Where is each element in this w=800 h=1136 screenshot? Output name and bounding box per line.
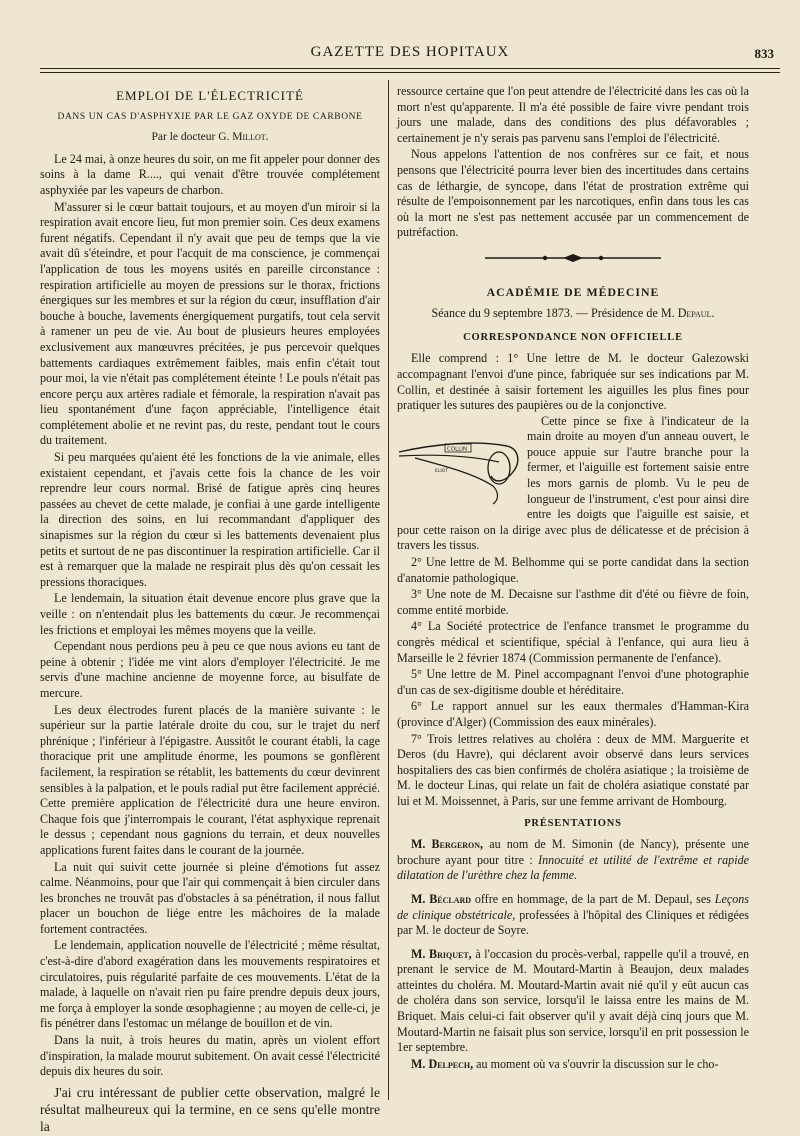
header-rule-bottom (40, 72, 780, 73)
correspondence-item: Cette pince se fixe à l'indicateur de la main droite au moyen d'un anneau ouvert, le pouce appuie sur l'autre branche pour la fermer, et l'aiguille est fortement saisie entre les mors garnis de plomb. Vu le peu de longueur de l'instrument, c'est pour ainsi dire entre les doigts que l'aiguille est saisie, et pour cette raison on la dirige avec plus de délicatesse et de précision à travers les tissus. (397, 413, 749, 553)
correspondence-item: 2° Une lettre de M. Belhomme qui se porte candidat dans la section d'anatomie pathologique. (397, 555, 749, 585)
presenter-name: M. Bergeron, (411, 837, 484, 852)
academy-title: ACADÉMIE DE MÉDECINE (486, 284, 660, 299)
presenter-name: M. Béclard (411, 891, 472, 906)
continuation-paragraph: Nous appelons l'attention de nos confrères sur ce fait, et nous pensons que l'électricité pourra lever bien des incertitudes dans certains cas de léthargie, de syncope, dans l'état de prostration extrême qui résulte de l'empoisonnement par les narcotiques, enfin dans tous les cas où la mort ne s'est pas nettement accusée par un commencement de putréfaction. (397, 147, 749, 240)
presenter-name: M. Delpech, (411, 1056, 474, 1071)
presentation-item (397, 947, 749, 1056)
presentation-text: à l'occasion du procès-verbal, rappelle qu'il a trouvé, en prenant le service de M. Moutard-Martin à Beaujon, deux malades atteintes du choléra. M. Moutard-Martin avait nié qu'il y eût aucun cas de choléra dans son service, lorsqu'il le laissa entre les mains de M. Briquet. Mais celui-ci fait observer qu'il y avait déjà cinq jours que M. Moutard-Martin ne faisait plus son service, lorsqu'il en prit possession le 1er septembre. (397, 946, 749, 1055)
article-paragraph: Les deux électrodes furent placés de la manière suivante : le supérieur sur la partie latérale droite du cou, sur le trajet du nerf phrénique ; l'inférieur à l'épigastre. Aussitôt le courant établi, la cage thoracique prit une amplitude énorme, les poumons se gonflèrent facilement, la respiration se rétablit, les battements du cœur devinrent sensibles à la palpation, et le pouls radial put être facilement apprécié. Cette première application de l'électricité dura une heure environ. Chaque fois que j'interrompais le courant, l'état asphyxique reprenait le dessus ; cependant nous gagnions du terrain, et deux nouvelles applications furent faites dans le courant de la journée. (40, 702, 380, 857)
column-divider (388, 80, 389, 1100)
article-paragraph: La nuit qui suivit cette journée si pleine d'émotions fut assez calme. Néanmoins, pour que l'air qui commençait à bien circuler dans les bronches ne trouvât pas d'obstacles à sa pénétration, il nous fallut placer un bouchon de liége entre les mâchoires de la malade fortement contractées. (40, 859, 380, 936)
correspondence-item: 7° Trois lettres relatives au choléra : deux de MM. Marguerite et Deros (du Havre), qui déclarent avoir observé dans leurs services hospitaliers des cas bien confirmés de choléra asiatique ; la troisième de M. le docteur Linas, qui relate un fait de choléra asiatique constaté par lui et M. Moissennet, à Paris, sur une femme arrivant de Hombourg. (397, 731, 749, 808)
article-paragraph: Si peu marquées qu'aient été les fonctions de la vie animale, elles existaient cependant, et j'avais cette fois la chance de les voir reprendre leur cours normal. Brisé de fatigue après cinq heures passées au chevet de cette malade, je confiai à une garde intelligente la direction des soins, en lui recommandant d'appliquer des sinapismes sur la région du cœur si les battements devenaient plus petits et surtout de ne pas discontinuer la respiration artificielle. Car il est à remarquer que la malade ne respirait plus dès qu'on cessait les pressions thoraciques. (40, 450, 380, 589)
continuation-paragraph: ressource certaine que l'on peut attendre de l'électricité dans les cas où la mort n'est qu'apparente. Il m'a été possible de faire vivre pendant trois jours une malade, dans des conditions des plus défavorables ; certainement je n'y serais pas parvenu sans l'emploi de l'électricité. (397, 84, 749, 145)
correspondence-item: 4° La Société protectrice de l'enfance transmet le programme du congrès médical et scientifique, spécial à l'enfance, qui aura lieu à Marseille le 2 février 1874 (Commission permanente de l'enfance). (397, 619, 749, 665)
running-title: GAZETTE DES HOPITAUX (310, 44, 510, 60)
article-paragraph: Le lendemain, application nouvelle de l'électricité ; même résultat, c'est-à-dire d'abord exagération dans les mouvements respiratoires et circulatoires, puis régularité parfaite de ces mouvements. L'état de la malade, à laquelle on n'avait rien pu faire prendre depuis deux jours, me força à employer la sonde œsophagienne ; au moyen de celle-ci, je fis pénétrer dans l'estomac un mélange de bouillon et de vin. (40, 938, 380, 1031)
article-paragraph: Cependant nous perdions peu à peu ce que nous avions eu tant de peine à obtenir ; l'idée me vint alors d'employer l'électricité. Je me servis d'une machine ancienne de moyenne force, au bisulfate de mercure. (40, 639, 380, 700)
article-paragraph: Le 24 mai, à onze heures du soir, on me fit appeler pour donner des soins à la dame R...., qui venait d'être trouvée complétement asphyxiée par les vapeurs de charbon. (40, 151, 380, 197)
byline-prefix: Par le docteur (151, 131, 216, 144)
presentation-item (397, 837, 749, 884)
presentation-title: Innocuité et utilité de l'extrême et rapide dilatation de l'urèthre chez la femme. (397, 852, 749, 883)
correspondence-item: Elle comprend : 1° Une lettre de M. le docteur Galezowski accompagnant l'envoi d'une pince, fabriquée sur ses indications par M. Collin, et destinée à saisir fortement les aiguilles les plus fines pour pratiquer les sutures des paupières ou de la conjonctive. (397, 351, 749, 413)
presentation-item (397, 1057, 749, 1073)
presentation-text: offre en hommage, de la part de M. Depaul, ses (474, 891, 711, 906)
article-closing-paragraph: J'ai cru intéressant de publier cette observation, malgré le résultat malheureux qui la termine, en ce sens qu'elle montre la (40, 1084, 380, 1134)
correspondence-intro (397, 351, 749, 413)
article-title: EMPLOI DE L'ÉLECTRICITÉ (116, 88, 304, 103)
session-text: Séance du 9 septembre 1873. — Présidence de M. (431, 306, 675, 321)
presenter-name: M. Briquet, (411, 946, 472, 961)
presentation-text: au nom de M. Simonin (de Nancy), présente une brochure ayant pour titre : (397, 837, 749, 867)
running-head (40, 44, 780, 64)
article-paragraph: Dans la nuit, à trois heures du matin, après un violent effort d'inspiration, la malade mourut subitement. On avait cessé l'électricité depuis dix heures du soir. (40, 1033, 380, 1079)
article-subtitle: DANS UN CAS D'ASPHYXIE PAR LE GAZ OXYDE DE CARBONE (57, 111, 363, 122)
presentation-item (397, 892, 749, 939)
article-byline (40, 130, 380, 146)
presentation-text: au moment où va s'ouvrir la discussion sur le cho- (476, 1056, 719, 1071)
session-president: Depaul. (677, 306, 715, 321)
presentation-text: professées à l'hôpital des Cliniques et rédigées par M. le docteur de Soyre. (397, 907, 749, 938)
header-rule-top (40, 68, 780, 69)
byline-author: G. Millot. (218, 131, 269, 144)
section-ornament (397, 252, 749, 264)
presentation-title: Leçons de clinique obstétricale, (397, 891, 749, 922)
article-paragraph: Le lendemain, la situation était devenue encore plus grave que la veille : on n'entendait plus les battements du cœur. Je recommençai les frictions et employai les mêmes moyens que la veille. (40, 591, 380, 637)
left-column (40, 84, 380, 1136)
correspondence-item: 5° Une lettre de M. Pinel accompagnant l'envoi d'une photographie d'un cas de sex-digitisme double et héréditaire. (397, 667, 749, 697)
session-line (397, 306, 749, 322)
figure-label-blade: COLLIN (447, 446, 468, 453)
correspondence-item: 6° Le rapport annuel sur les eaux thermales d'Hamman-Kira (province d'Alger) (Commission des eaux minérales). (397, 699, 749, 729)
right-column (397, 84, 749, 1073)
figure-label-handle: ELIOT (435, 468, 448, 474)
article-paragraph: M'assurer si le cœur battait toujours, et au moyen d'un miroir si la respiration avait encore lieu, fut mon premier soin. Ces deux examens furent négatifs. Cependant il n'y avait que peu de temps que la vie avait dû s'éteindre, et pour l'acquit de ma conscience, je commençai l'application de tous les moyens usités en pareille circonstance : respiration artificielle au moyen de pressions sur le thorax, frictions énergiques sur les membres et sur la région du cœur, insufflation d'air bouche à bouche, lavements énergiquement purgatifs, tout cela servit à ramener un peu de vie. Au bout de plusieurs heures employées exclusivement aux manœuvres précitées, je pus percevoir quelques battements cardiaques extrêmement faibles, mais enfin c'était tout pour moi, la vie n'était pas complétement éteinte ! Le pouls n'était pas encore perçu aux artères radiale et fémorale, la respiration n'avait pas lieu spontanément d'une façon appréciable, l'intelligence était complétement abolie et ne revint pas, du reste, pendant tout le cours du traitement. (40, 199, 380, 448)
presentations-title: PRÉSENTATIONS (524, 817, 622, 829)
correspondence-title: CORRESPONDANCE NON OFFICIELLE (463, 331, 683, 343)
correspondence-item: 3° Une note de M. Decaisne sur l'asthme dit d'été ou fièvre de foin, comme entité morbide. (397, 587, 749, 617)
pince-illustration (395, 416, 523, 508)
page-number: 833 (754, 46, 774, 61)
